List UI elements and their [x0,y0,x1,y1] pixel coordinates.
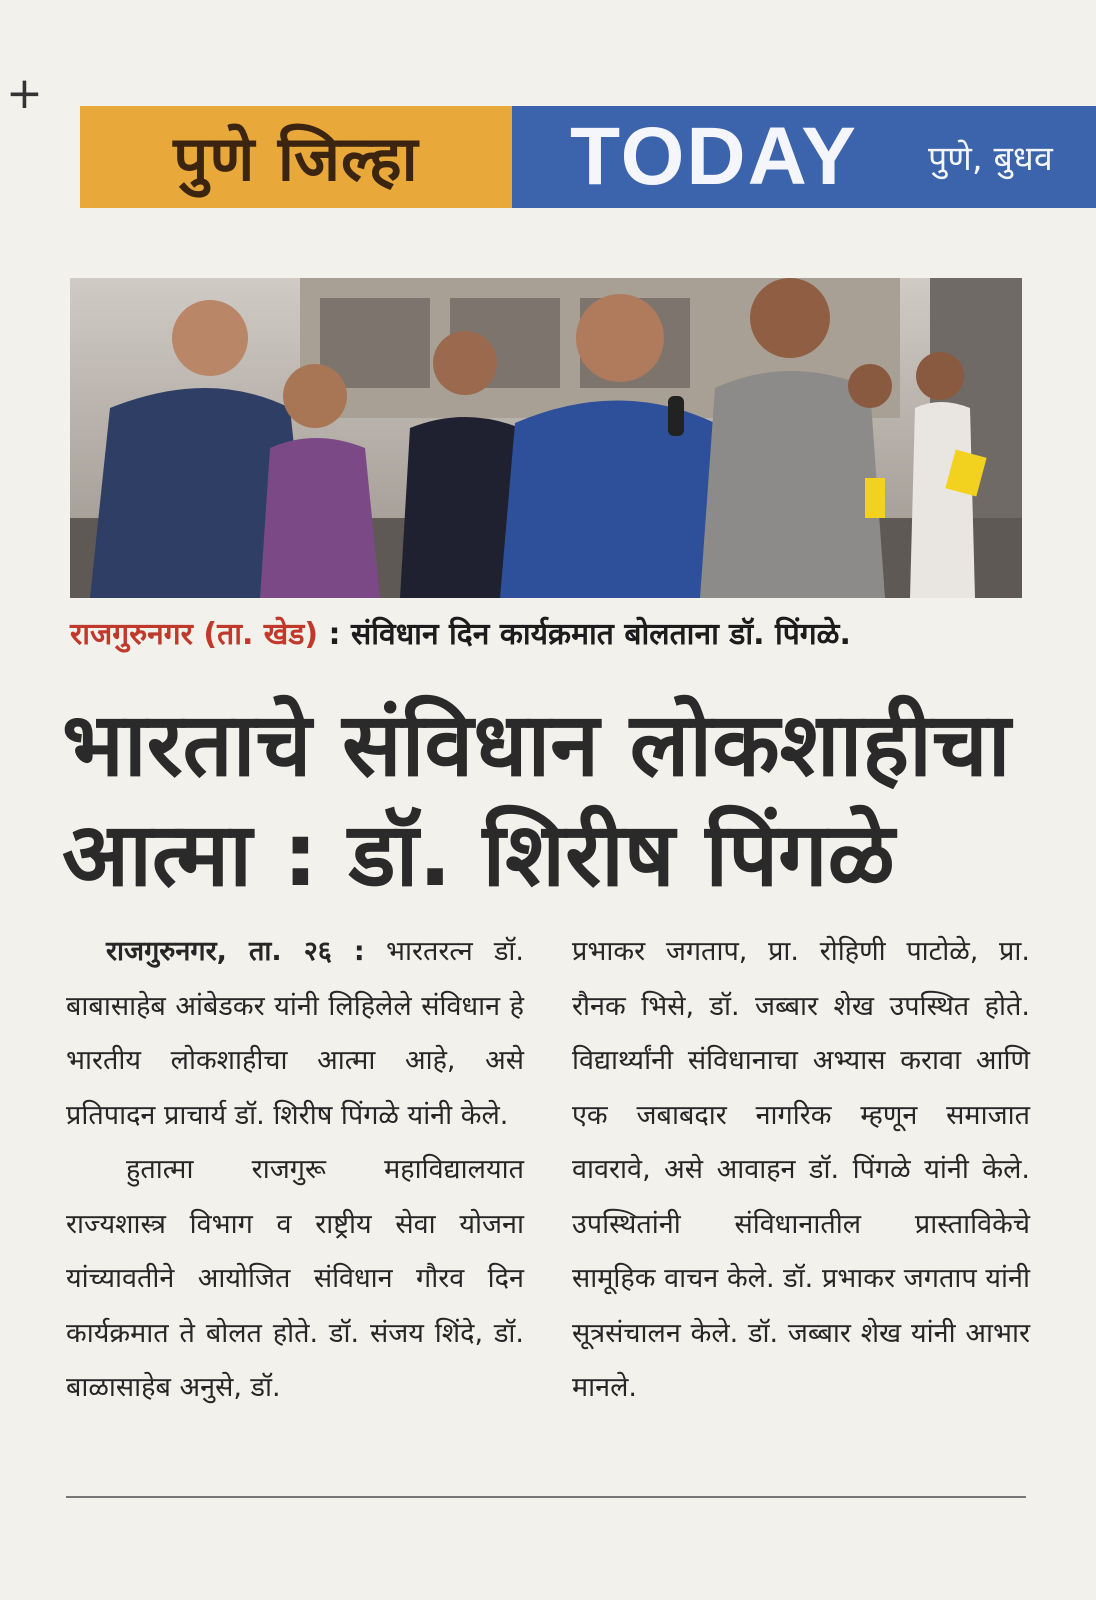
article-dateline: राजगुरुनगर, ता. २६ : [106,936,365,967]
article-column-right [572,925,1030,1416]
divider-rule [66,1496,1026,1498]
article-paragraph-2: हुतात्मा राजगुरू महाविद्यालयात राज्यशास्त्र विभाग व राष्ट्रीय सेवा योजना यांच्यावतीने आयोजित संविधान गौरव दिन कार्यक्रमात ते बोलत होते. डॉ. संजय शिंदे, डॉ. बाळासाहेब अनुसे, डॉ. [66,1154,524,1403]
article-paragraph-2-continued: प्रभाकर जगताप, प्रा. रोहिणी पाटोळे, प्रा. रौनक भिसे, डॉ. जब्बार शेख उपस्थित होते. विद्यार्थ्यांनी संविधानाचा अभ्यास करावा आणि एक जबाबदार नागरिक म्हणून समाजात वावरावे, असे आवाहन डॉ. पिंगळे यांनी केले. उपस्थितांनी संविधानातील प्रास्ताविकेचे सामूहिक वाचन केले. डॉ. प्रभाकर जगताप यांनी सूत्रसंचालन केले. डॉ. जब्बार शेख यांनी आभार मानले. [572,936,1030,1403]
headline-line-1: भारताचे संविधान लोकशाहीचा [62,693,1011,796]
headline-line-2: आत्मा : डॉ. शिरीष पिंगळे [62,803,895,906]
paragraph-1-text: भारतरत्न डॉ. बाबासाहेब आंबेडकर यांनी लिहिलेले संविधान हे भारतीय लोकशाहीचा आत्मा आहे, असे प्रतिपादन प्राचार्य डॉ. शिरीष पिंगळे यांनी केले. [66,936,524,1131]
section-banner [80,106,512,208]
page-header [80,106,1096,208]
brand-title: TODAY [570,111,858,202]
event-photo-illustration [70,278,1022,598]
crop-mark: + [6,68,43,119]
brand-banner [512,106,1096,208]
caption-place: राजगुरुनगर (ता. खेड) [70,617,319,652]
section-title: पुणे जिल्हा [173,122,419,195]
article-headline [62,690,1062,910]
header-dateline: पुणे, बुधव [928,139,1053,179]
article-paragraph-1 [66,925,524,1143]
photo-caption [70,612,1030,653]
event-photo [70,278,1022,598]
caption-text: : संविधान दिन कार्यक्रमात बोलताना डॉ. पिंगळे. [318,617,851,652]
article-column-left [66,925,524,1416]
